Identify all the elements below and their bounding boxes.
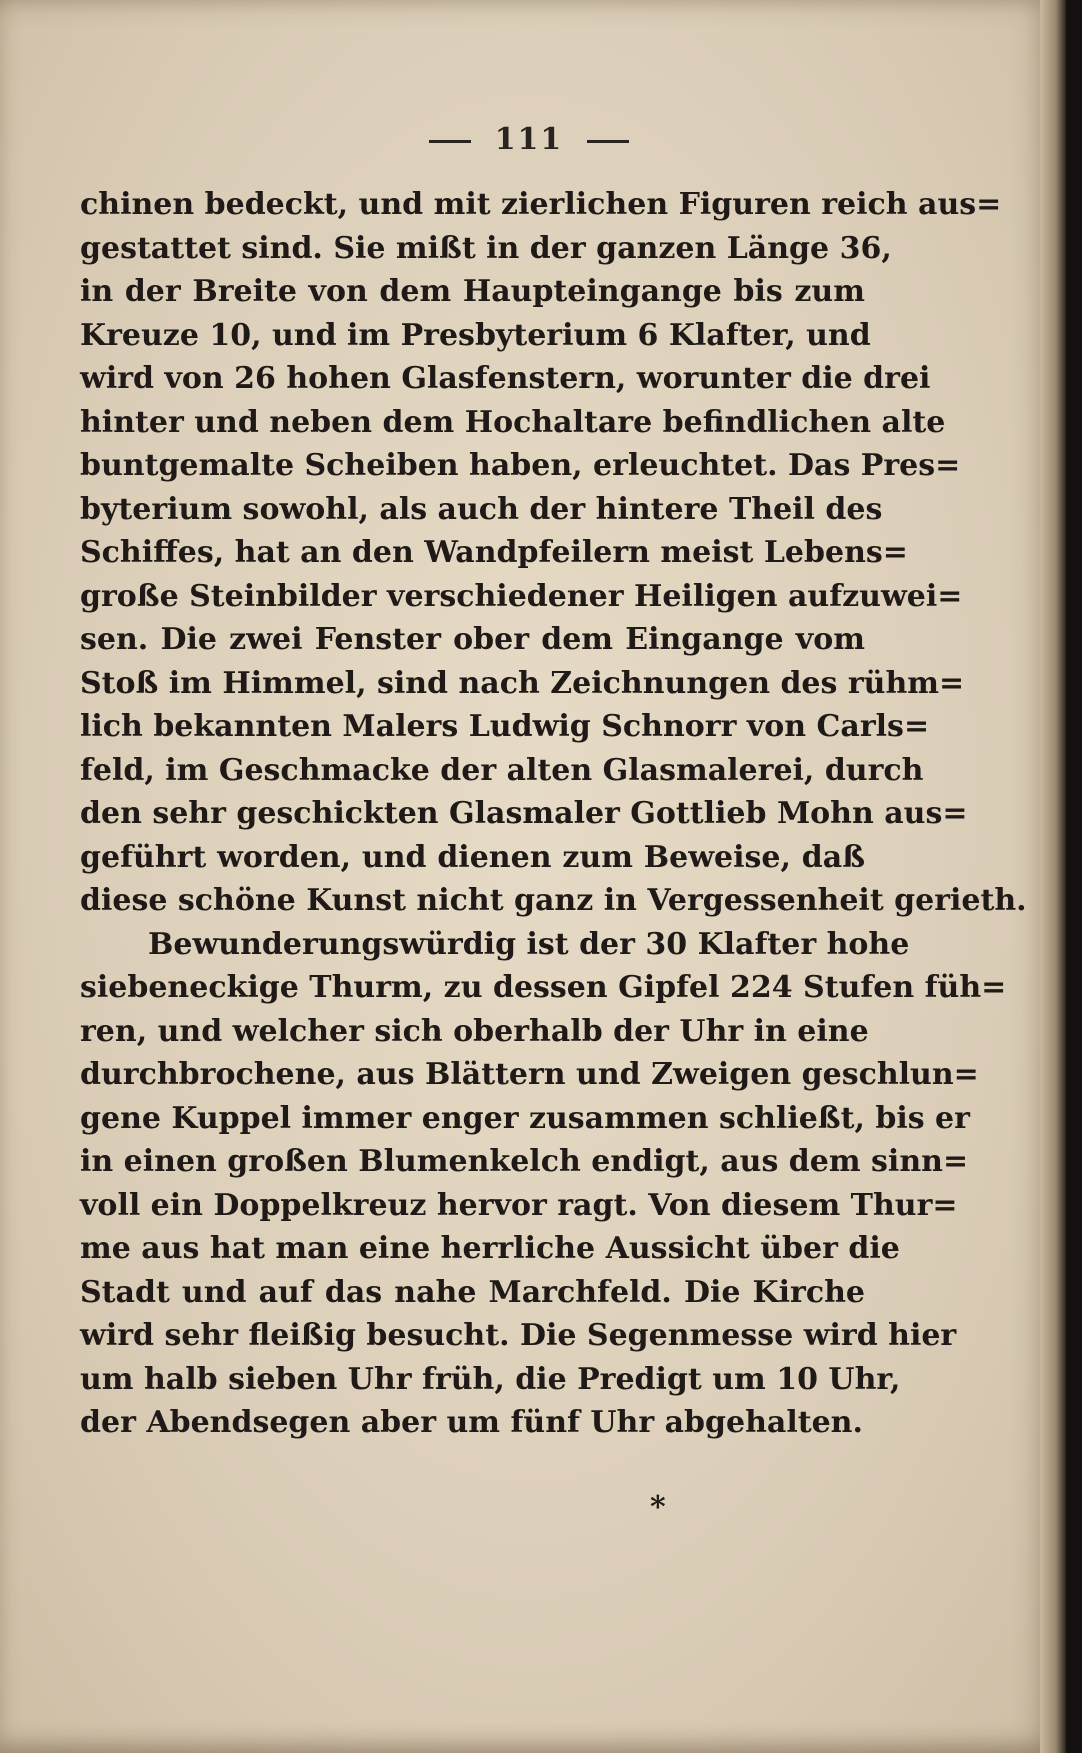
text-line: Bewunderungswürdig ist der 30 Klafter hohe	[148, 926, 910, 962]
text-line: in einen großen Blumenkelch endigt, aus dem sinn=	[80, 1144, 969, 1179]
page-number: 111	[494, 122, 564, 157]
header-dash-right	[587, 140, 629, 143]
body-text	[80, 183, 1027, 1445]
page-edge	[1040, 0, 1066, 1753]
text-line: ren, und welcher sich oberhalb der Uhr in eine	[80, 1013, 869, 1049]
text-line: byterium sowohl, als auch der hintere Theil des	[80, 491, 883, 527]
text-line: voll ein Doppelkreuz hervor ragt. Von diesem Thur=	[80, 1187, 958, 1223]
section-end-mark: *	[650, 1490, 666, 1525]
text-line: gestattet sind. Sie mißt in der ganzen Länge 36,	[80, 230, 892, 266]
text-line: me aus hat man eine herrliche Aussicht über die	[80, 1231, 900, 1266]
text-line: Stoß im Himmel, sind nach Zeichnungen des rühm=	[80, 665, 965, 701]
text-line: wird von 26 hohen Glasfenstern, worunter die drei	[80, 361, 931, 396]
text-line: siebeneckige Thurm, zu dessen Gipfel 224 Stufen füh=	[80, 970, 1007, 1005]
text-line: Schiffes, hat an den Wandpfeilern meist Lebens=	[80, 535, 908, 570]
text-line: Kreuze 10, und im Presbyterium 6 Klafter, und	[80, 317, 871, 353]
text-line: sen. Die zwei Fenster ober dem Eingange vom	[80, 622, 865, 657]
text-line: feld, im Geschmacke der alten Glasmalerei, durch	[80, 752, 924, 788]
text-line: wird sehr fleißig besucht. Die Segenmesse wird hier	[80, 1318, 957, 1353]
text-line: der Abendsegen aber um fünf Uhr abgehalten.	[80, 1405, 863, 1440]
text-line: um halb sieben Uhr früh, die Predigt um 10 Uhr,	[80, 1361, 901, 1397]
text-line: diese schöne Kunst nicht ganz in Vergessenheit gerieth.	[80, 883, 1027, 918]
text-line: buntgemalte Scheiben haben, erleuchtet. Das Pres=	[80, 448, 961, 483]
text-line: den sehr geschickten Glasmaler Gottlieb Mohn aus=	[80, 796, 968, 831]
text-line: Stadt und auf das nahe Marchfeld. Die Kirche	[80, 1274, 865, 1310]
header-dash-left	[429, 140, 471, 143]
text-line: große Steinbilder verschiedener Heiligen aufzuwei=	[80, 578, 963, 614]
text-line: durchbrochene, aus Blättern und Zweigen geschlun=	[80, 1057, 979, 1092]
text-line: in der Breite von dem Haupteingange bis zum	[80, 274, 865, 309]
text-line: hinter und neben dem Hochaltare befindlichen alte	[80, 404, 946, 440]
page-header	[0, 122, 1058, 157]
text-line: geführt worden, und dienen zum Beweise, daß	[80, 839, 865, 875]
text-line: gene Kuppel immer enger zusammen schließt, bis er	[80, 1100, 970, 1136]
text-line: lich bekannten Malers Ludwig Schnorr von Carls=	[80, 709, 930, 744]
text-line: chinen bedeckt, und mit zierlichen Figuren reich aus=	[80, 187, 1002, 222]
